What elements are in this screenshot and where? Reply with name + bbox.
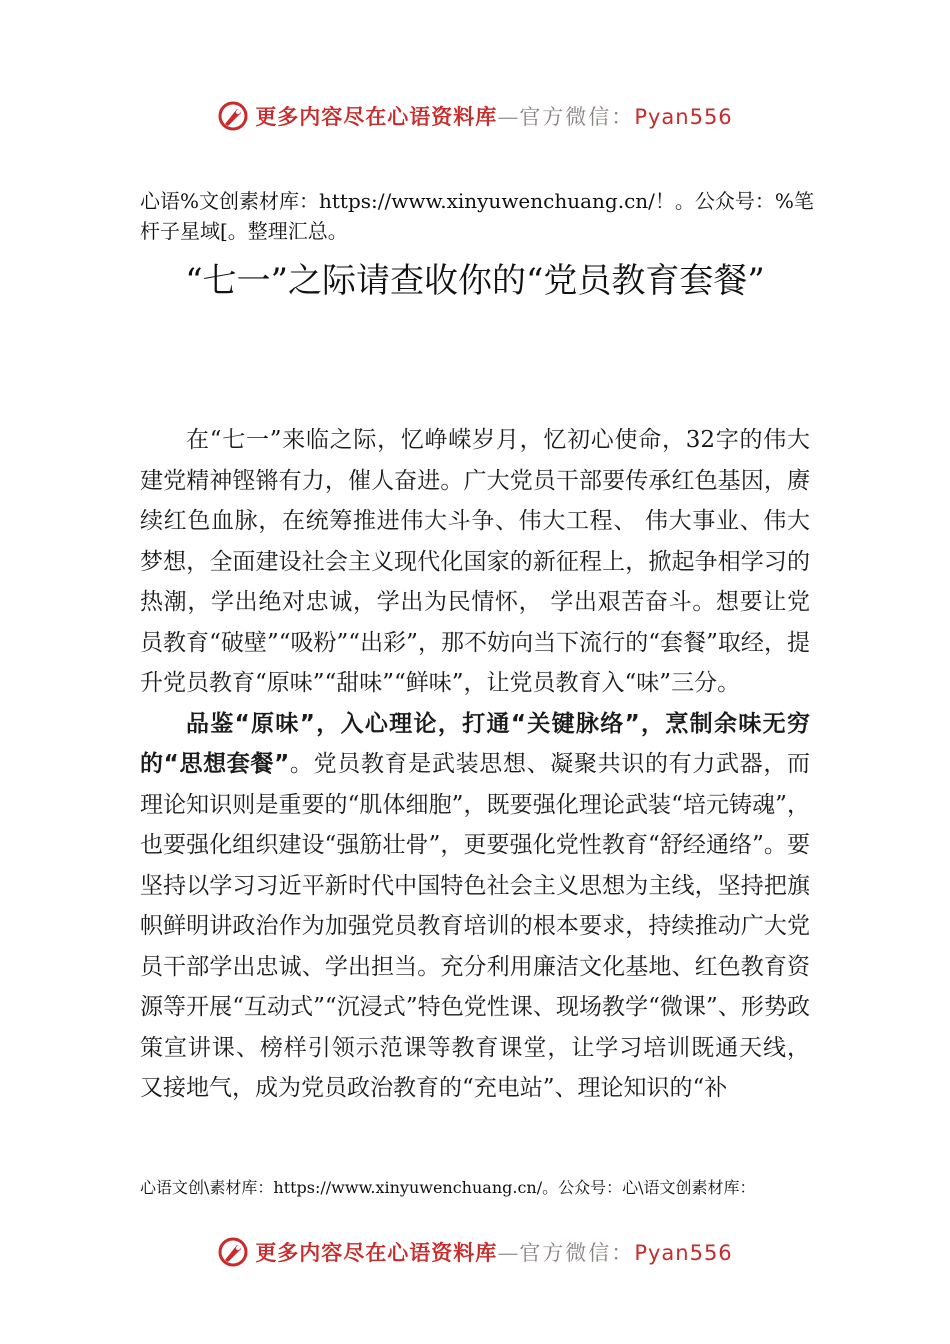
banner-id: Pyan556 <box>634 105 733 129</box>
paragraph-1: 在“七一”来临之际，忆峥嵘岁月，忆初心使命，32字的伟大建党精神铿锵有力，催人奋进。广大党员干部要传承红色基因，赓续红色血脉，在统筹推进伟大斗争、伟大工程、 伟大事业、伟大梦想，全面建设社会主义现代化国家的新征程上，掀起争相学习的热潮，学出绝对忠诚，学出为民情怀， 学出艰苦奋斗。想要让党员教育“破壁”“吸粉”“出彩”，那不妨向当下流行的“套餐”取经，提升党员教育“原味”“甜味”“鲜味”，让党员教育入“味”三分。 <box>140 427 810 696</box>
paragraph-2 <box>140 704 810 1109</box>
banner-dash: — <box>497 105 520 129</box>
banner-text <box>255 101 732 131</box>
paragraph-2-heading: 品鉴“原味”，入心理论，打通“关键脉络”，烹制余味无穷的“思想套餐” <box>140 710 810 777</box>
page-title: “七一”之际请查收你的“党员教育套餐” <box>185 261 765 301</box>
document-body <box>140 420 810 1109</box>
banner-label: 官方微信： <box>519 105 635 129</box>
pen-nib-logo-icon <box>217 1236 249 1268</box>
banner-main: 更多内容尽在心语资料库 <box>255 104 498 129</box>
top-banner <box>0 96 950 136</box>
header-note: 心语%文创素材库：https://www.xinyuwenchuang.cn/！。公众号：%笔杆子星域[。整理汇总。 <box>140 189 814 243</box>
banner-text <box>255 1237 732 1267</box>
pen-nib-logo-icon <box>217 100 249 132</box>
banner-label: 官方微信： <box>519 1241 635 1265</box>
banner-id: Pyan556 <box>634 1241 733 1265</box>
bottom-banner <box>0 1232 950 1272</box>
paragraph-2-text: 。党员教育是武装思想、凝聚共识的有力武器，而理论知识则是重要的“肌体细胞”，既要强化理论武装“培元铸魂”，也要强化组织建设“强筋壮骨”，更要强化党性教育“舒经通络”。要坚持以学习习近平新时代中国特色社会主义思想为主线，坚持把旗帜鲜明讲政治作为加强党员教育培训的根本要求，持续推动广大党员干部学出忠诚、学出担当。充分利用廉洁文化基地、红色教育资源等开展“互动式”“沉浸式”特色党性课、现场教学“微课”、形势政策宣讲课、榜样引领示范课等教育课堂，让学习培训既通天线， 又接地气，成为党员政治教育的“充电站”、理论知识的“补 <box>140 751 811 1101</box>
banner-main: 更多内容尽在心语资料库 <box>255 1240 498 1265</box>
banner-dash: — <box>497 1241 520 1265</box>
footer-note: 心语文创\素材库：https://www.xinyuwenchuang.cn/。公众号：心\语文创素材库： <box>140 1178 756 1197</box>
